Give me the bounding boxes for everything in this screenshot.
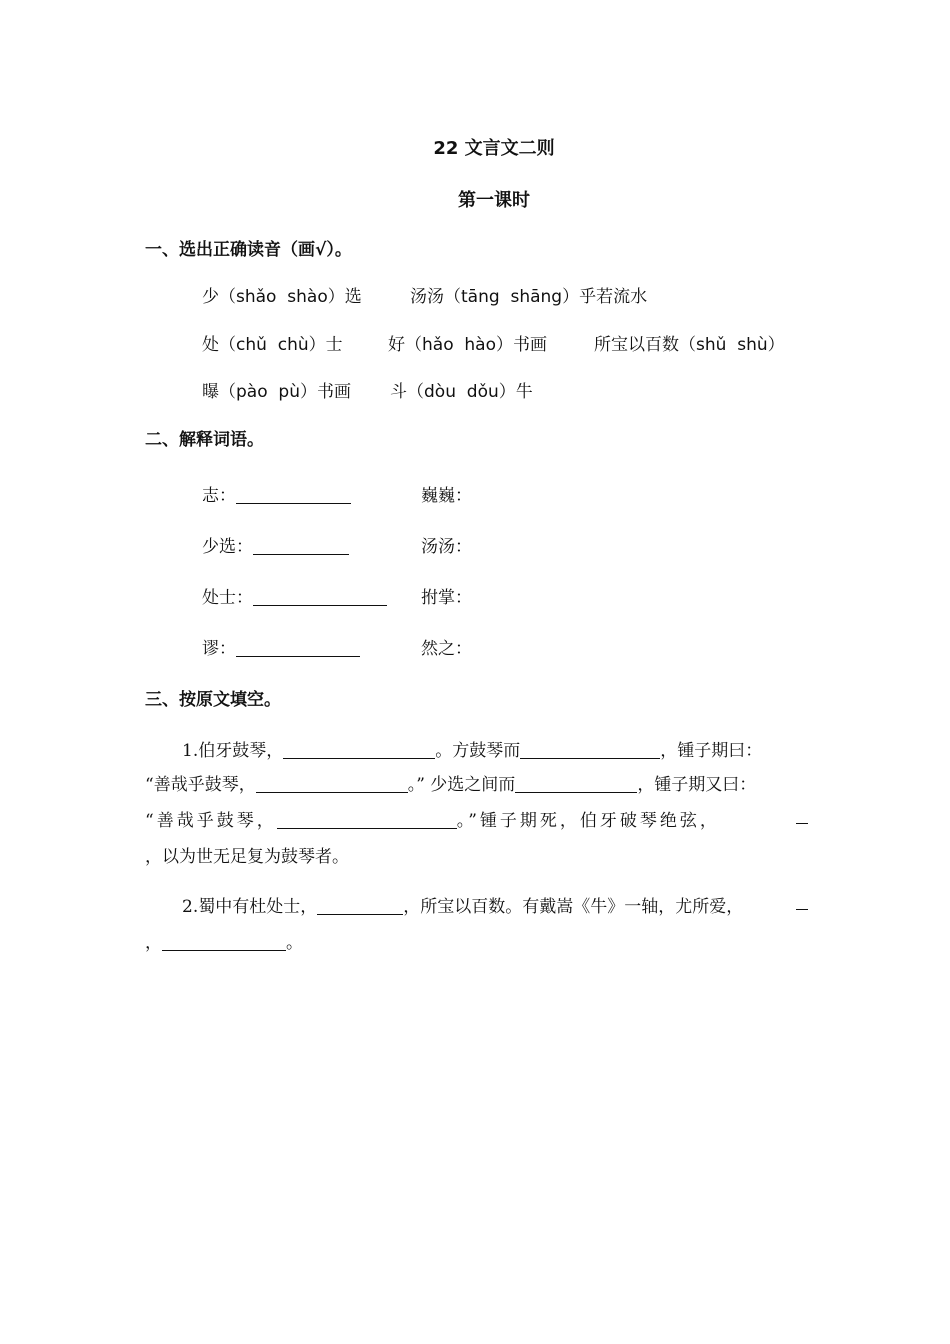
- term-row: 少选：: [202, 532, 349, 557]
- answer-blank[interactable]: [283, 741, 435, 759]
- term-label: 巍巍：: [421, 486, 472, 506]
- answer-blank[interactable]: [796, 806, 808, 824]
- pinyin-item: 斗（dòu dǒu）牛: [390, 382, 533, 402]
- pinyin-item: 曝（pào pù）书画: [202, 382, 351, 402]
- fill-line: “善哉乎鼓琴， 。” 少选之间而 ，锺子期又曰：: [145, 775, 757, 795]
- fill-line: 1.伯牙鼓琴， 。方鼓琴而 ，锺子期曰：: [182, 741, 763, 761]
- answer-blank[interactable]: [796, 892, 808, 910]
- pinyin-item: 所宝以百数（shǔ shù）: [594, 335, 785, 355]
- pinyin-item: 好（hǎo hào）书画: [388, 335, 547, 355]
- answer-blank[interactable]: [236, 486, 351, 504]
- answer-blank[interactable]: [520, 741, 660, 759]
- pinyin-item: 少（shǎo shào）选: [202, 287, 362, 307]
- lesson-title: 22 文言文二则: [433, 138, 555, 159]
- pinyin-item: 汤汤（tāng shāng）乎若流水: [410, 287, 648, 307]
- lesson-subtitle: 第一课时: [458, 190, 530, 211]
- answer-blank[interactable]: [253, 537, 349, 555]
- fill-line: 2.蜀中有杜处士， ，所宝以百数。有戴嵩《牛》一轴，尤所爱，: [182, 897, 744, 917]
- section2-heading: 二、解释词语。: [145, 430, 264, 450]
- term-row: 处士：: [202, 583, 387, 608]
- answer-blank[interactable]: [317, 897, 403, 915]
- term-row: 志：: [202, 481, 351, 506]
- answer-blank[interactable]: [277, 811, 457, 829]
- answer-blank[interactable]: [515, 775, 637, 793]
- term-row: 谬：: [202, 634, 360, 659]
- fill-line: ， 。: [145, 933, 303, 953]
- answer-blank[interactable]: [253, 588, 387, 606]
- term-label: 拊掌：: [421, 588, 472, 608]
- section3-heading: 三、按原文填空。: [145, 690, 281, 710]
- section1-heading: 一、选出正确读音（画√）。: [145, 240, 352, 260]
- answer-blank[interactable]: [162, 933, 286, 951]
- fill-line: “善哉乎鼓琴， 。”锺子期死，伯牙破琴绝弦，: [145, 811, 720, 831]
- answer-blank[interactable]: [236, 639, 360, 657]
- fill-line: ，以为世无足复为鼓琴者。: [145, 847, 349, 867]
- answer-blank[interactable]: [256, 775, 408, 793]
- term-label: 汤汤：: [421, 537, 472, 557]
- pinyin-item: 处（chǔ chù）士: [202, 335, 343, 355]
- term-label: 然之：: [421, 639, 472, 659]
